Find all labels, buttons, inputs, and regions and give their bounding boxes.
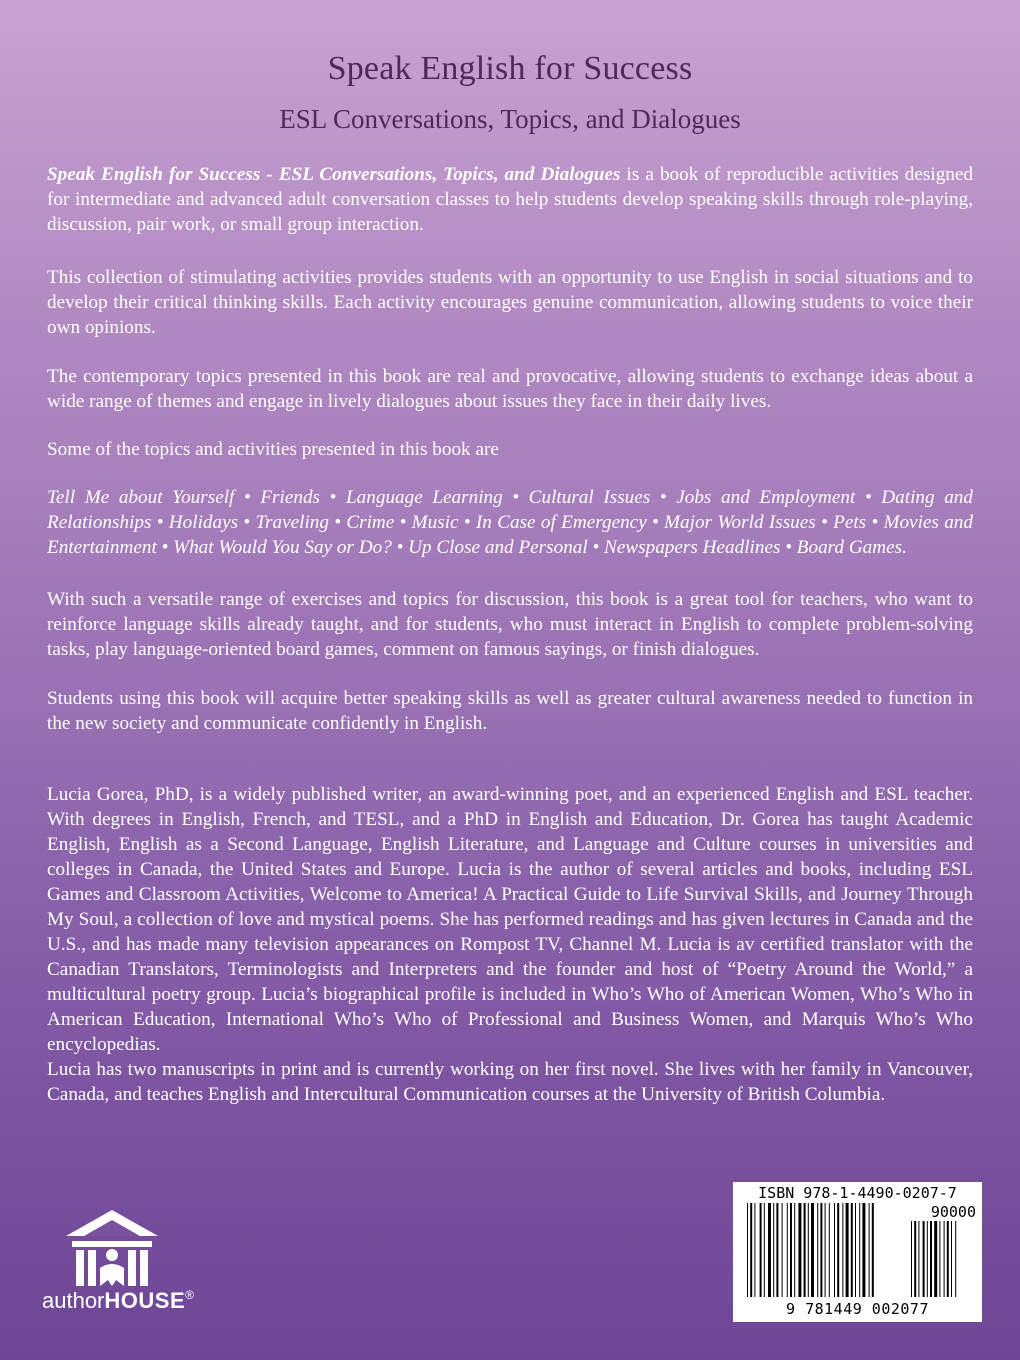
author-bio: Lucia Gorea, PhD, is a widely published writer, an award-winning poet, and an experienced English and ESL teacher. With degrees in English, French, and TESL, and a PhD in English and Education, Dr. Gorea has taught Academic English, English as a Second Language, English Literature, and Language and Culture courses in universities and colleges in Canada, the United States and Europe. Lucia is the author of several articles and books, including ESL Games and Classroom Activities, Welcome to America! A Practical Guide to Life Survival Skills, and Journey Through My Soul, a collection of love and mystical poems. She has performed readings and has given lectures in Canada and the U.S., and has made many television appearances on Rompost TV, Channel M. Lucia is av certified translator with the Canadian Translators, Terminologists and Interpreters and the founder and host of “Poetry Around the World,” a multicultural poetry group. Lucia’s biographical profile is included in Who’s Who of American Women, Who’s Who in American Education, International Who’s Who of Professional and Business Women, and Marquis Who’s Who encyclopedias. xyxy=(47,784,973,1055)
isbn-number: ISBN 978-1-4490-0207-7 xyxy=(758,1184,957,1202)
barcode-digits: 9 781449 002077 xyxy=(786,1300,929,1318)
author-bio-2: Lucia has two manuscripts in print and is currently working on her first novel. She lives with her family in Vancouver, Canada, and teaches English and Intercultural Communication courses at the University of British Columbia. xyxy=(47,1059,973,1105)
barcode-bars xyxy=(747,1203,969,1299)
publisher-name: authorHOUSE® xyxy=(42,1288,194,1313)
isbn-barcode xyxy=(733,1182,982,1322)
description-paragraph-3: The contemporary topics presented in this book are real and provocative, allowing students to exchange ideas about a wide range of themes and engage in lively dialogues about issues they face in their daily lives. xyxy=(47,366,973,412)
description-paragraph-5: With such a versatile range of exercises and topics for discussion, this book is a great tool for teachers, who want to reinforce language skills already taught, and for students, who must interact in English to complete problem-solving tasks, play language-oriented board games, comment on famous sayings, or finish dialogues. xyxy=(47,589,973,660)
topics-list: Tell Me about Yourself • Friends • Language Learning • Cultural Issues • Jobs and Employment • Dating and Relationships • Holidays • Traveling • Crime • Music • In Case of Emergency • Major World Issues • Pets • Movies and Entertainment • What Would You Say or Do? • Up Close and Personal • Newspapers Headlines • Board Games. xyxy=(47,487,973,558)
book-subtitle: ESL Conversations, Topics, and Dialogues xyxy=(279,104,741,134)
description-paragraph-2: This collection of stimulating activities provides students with an opportunity to use English in social situations and to develop their critical thinking skills. Each activity encourages genuine communication, allowing students to voice their own opinions. xyxy=(47,267,973,338)
book-title-emphasis: Speak English for Success - ESL Conversations, Topics, and Dialogues xyxy=(47,164,621,185)
price-code: 90000 xyxy=(930,1203,976,1221)
intro-text: is a book of reproducible activities designed for intermediate and advanced adult conversation classes to help students develop speaking skills through role-playing, discussion, pair work, or small group interaction. xyxy=(47,164,973,235)
publisher-logo xyxy=(42,1208,212,1318)
topics-intro: Some of the topics and activities presented in this book are xyxy=(47,439,499,460)
description-paragraph-6: Students using this book will acquire better speaking skills as well as greater cultural awareness needed to function in the new society and communicate confidently in English. xyxy=(47,688,973,734)
book-title: Speak English for Success xyxy=(327,50,693,87)
house-book-logo-icon xyxy=(62,1208,162,1288)
description-paragraph-intro xyxy=(47,162,973,237)
